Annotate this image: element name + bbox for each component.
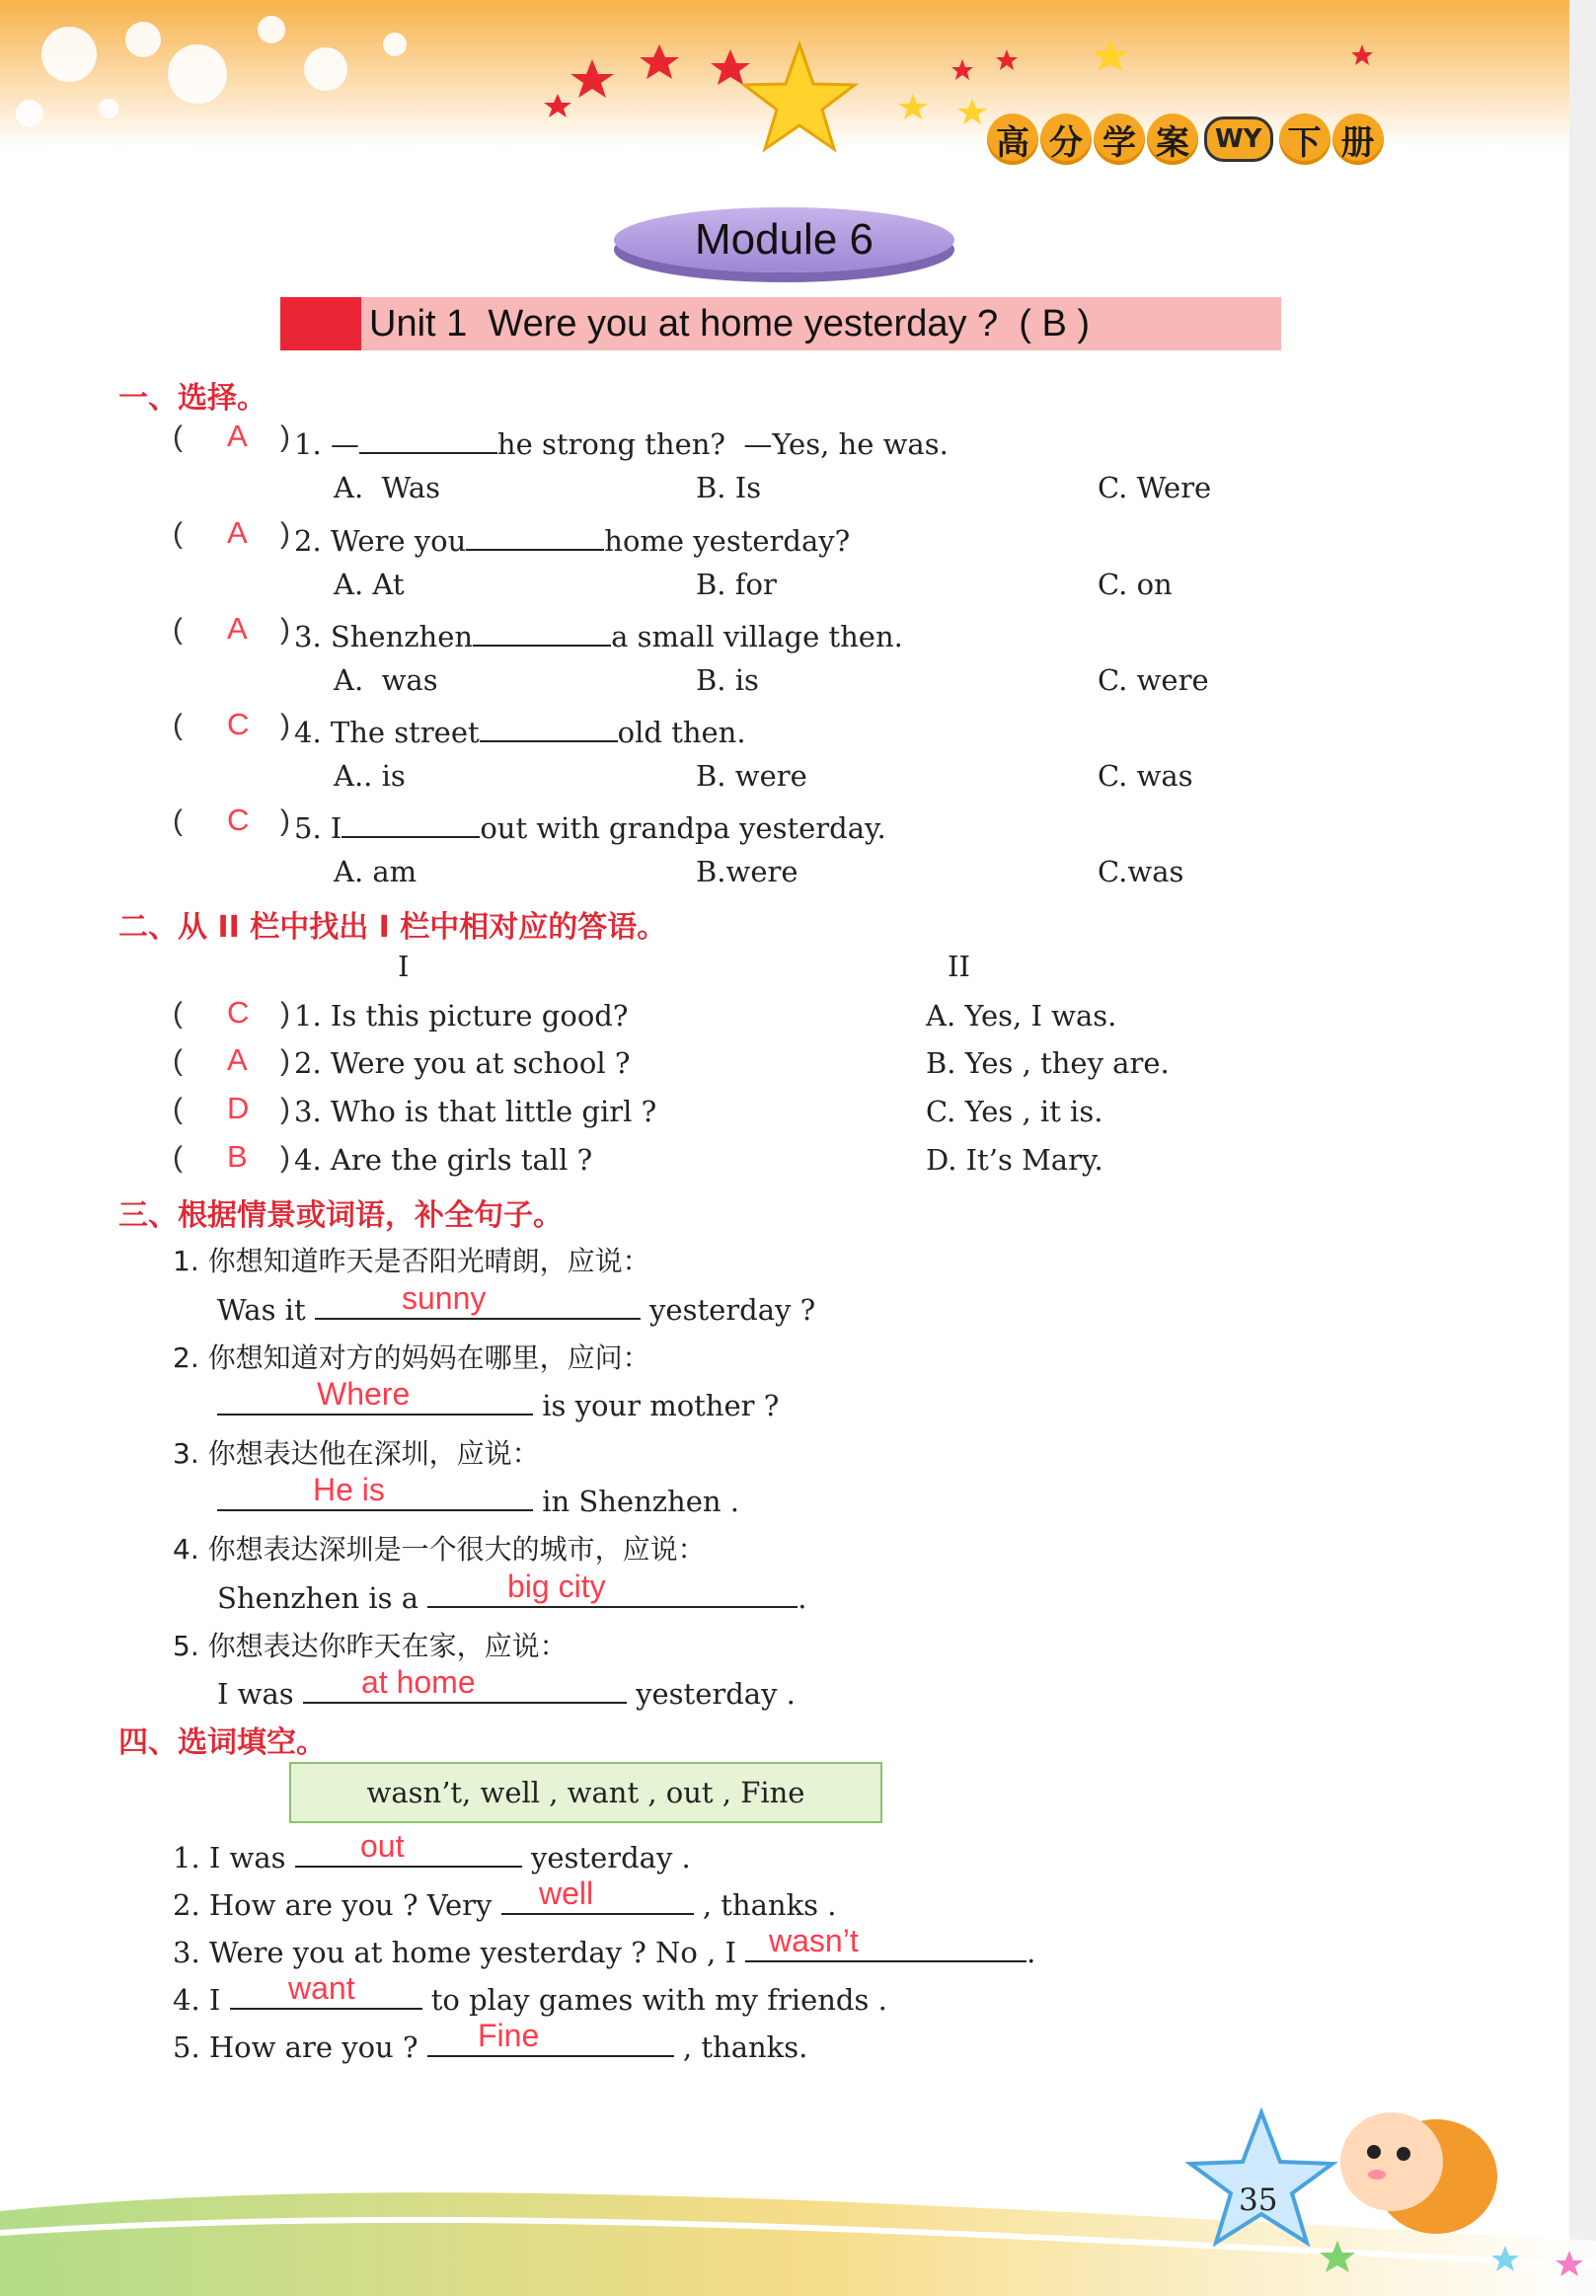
brand-char: 案: [1147, 114, 1198, 165]
brand-char: 学: [1094, 114, 1145, 165]
option: C.was: [1098, 855, 1184, 888]
brand-char: 下: [1279, 114, 1330, 165]
answer-paren: ): [280, 1044, 290, 1077]
scenario-prompt: 2. 你想知道对方的妈妈在哪里，应问：: [173, 1341, 650, 1374]
answer-paren: (: [173, 517, 183, 550]
answer-paren: (: [173, 1141, 183, 1174]
option: B.were: [696, 855, 798, 888]
option: C. on: [1098, 568, 1173, 601]
filled-answer: sunny: [402, 1280, 487, 1316]
brand-char: 高: [987, 114, 1038, 165]
section-heading: 一、选择。: [118, 381, 266, 416]
question-text: 4. Are the girls tall ?: [294, 1143, 593, 1177]
reply-option: D. It’s Mary.: [926, 1143, 1103, 1177]
option: B. were: [696, 759, 807, 793]
answer-letter: C: [227, 707, 250, 741]
filled-answer: want: [288, 1970, 355, 2006]
scenario-prompt: 3. 你想表达他在深圳，应说：: [173, 1437, 540, 1470]
answer-letter: C: [227, 803, 250, 837]
answer-letter: A: [227, 419, 248, 453]
answer-paren: (: [173, 804, 183, 837]
option: A. At: [334, 568, 405, 601]
scenario-prompt: 5. 你想表达你昨天在家，应说：: [173, 1630, 568, 1662]
module-title: Module 6: [614, 207, 954, 272]
option: B. for: [696, 568, 777, 601]
sentence: I was yesterday .: [217, 1672, 796, 1711]
column-header: I: [398, 950, 410, 983]
filled-answer: wasn’t: [769, 1923, 859, 1958]
answer-letter: A: [227, 611, 248, 646]
page-number: 35: [1239, 2182, 1278, 2218]
filled-answer: Where: [317, 1376, 411, 1412]
scenario-prompt: 4. 你想表达深圳是一个很大的城市，应说：: [173, 1533, 706, 1566]
answer-paren: (: [173, 421, 183, 453]
option: A. Was: [334, 471, 441, 504]
answer-paren: ): [280, 804, 290, 837]
filled-answer: at home: [361, 1664, 476, 1700]
answer-paren: (: [173, 997, 183, 1030]
brand-char: 分: [1040, 114, 1092, 165]
answer-letter: A: [227, 1042, 248, 1077]
filled-answer: Fine: [478, 2018, 540, 2053]
filled-answer: He is: [313, 1472, 385, 1507]
answer-letter: B: [227, 1139, 248, 1174]
option: A.. is: [334, 759, 406, 793]
answer-paren: (: [173, 1044, 183, 1077]
question-text: 2. Were you at school ?: [294, 1046, 631, 1080]
sentence: Shenzhen is a .: [217, 1576, 807, 1615]
question-text: 3. Shenzhen a small village then.: [294, 615, 903, 653]
answer-letter: A: [227, 515, 248, 550]
brand-char: 册: [1332, 114, 1384, 165]
option: C. was: [1098, 759, 1193, 793]
sentence: 1. I was yesterday .: [173, 1836, 691, 1875]
answer-paren: ): [280, 1093, 290, 1125]
answer-letter: D: [227, 1091, 250, 1125]
option: B. is: [696, 663, 759, 697]
answer-paren: ): [280, 517, 290, 550]
answer-paren: (: [173, 1093, 183, 1125]
sentence: is your mother ?: [217, 1384, 779, 1422]
word-bank: wasn’t, well , want , out , Fine: [289, 1762, 882, 1823]
unit-accent-block: [280, 297, 361, 350]
unit-title: Unit 1 Were you at home yesterday ? ( B ): [369, 302, 1091, 344]
option: B. Is: [696, 471, 762, 504]
brand-badge: WY: [1204, 116, 1273, 162]
sentence: 5. How are you ? , thanks.: [173, 2026, 807, 2064]
question-text: 1. — he strong then? —Yes, he was.: [294, 422, 949, 461]
answer-paren: ): [280, 421, 290, 453]
unit-title-bar: [280, 297, 1281, 350]
question-text: 1. Is this picture good?: [294, 999, 629, 1033]
sentence: 4. I to play games with my friends .: [173, 1978, 887, 2017]
answer-paren: ): [280, 709, 290, 741]
question-text: 3. Who is that little girl ?: [294, 1095, 657, 1128]
answer-paren: ): [280, 997, 290, 1030]
scenario-prompt: 1. 你想知道昨天是否阳光晴朗，应说：: [173, 1245, 650, 1277]
question-text: 4. The street old then.: [294, 711, 746, 749]
sentence: in Shenzhen .: [217, 1480, 739, 1518]
answer-paren: (: [173, 613, 183, 646]
filled-answer: out: [360, 1828, 405, 1864]
reply-option: A. Yes, I was.: [926, 999, 1117, 1033]
option: A. was: [334, 663, 438, 697]
answer-paren: ): [280, 1141, 290, 1174]
section-heading: 三、根据情景或词语，补全句子。: [118, 1198, 563, 1233]
filled-answer: well: [539, 1875, 594, 1911]
option: C. Were: [1098, 471, 1212, 504]
answer-paren: ): [280, 613, 290, 646]
answer-paren: (: [173, 709, 183, 741]
sentence: 3. Were you at home yesterday ? No , I .: [173, 1931, 1035, 1969]
option: C. were: [1098, 663, 1209, 697]
column-header: II: [948, 950, 970, 983]
answer-letter: C: [227, 995, 250, 1030]
filled-answer: big city: [507, 1569, 606, 1604]
question-text: 5. I out with grandpa yesterday.: [294, 806, 886, 845]
question-text: 2. Were you home yesterday?: [294, 519, 850, 558]
sentence: Was it yesterday ?: [217, 1288, 815, 1327]
series-brand: [987, 109, 1384, 170]
option: A. am: [334, 855, 418, 888]
reply-option: C. Yes , it is.: [926, 1095, 1103, 1128]
section-heading: 四、选词填空。: [118, 1725, 326, 1760]
section-heading: 二、从 II 栏中找出 I 栏中相对应的答语。: [118, 910, 667, 945]
sentence: 2. How are you ? Very , thanks .: [173, 1883, 836, 1922]
reply-option: B. Yes , they are.: [926, 1046, 1170, 1080]
